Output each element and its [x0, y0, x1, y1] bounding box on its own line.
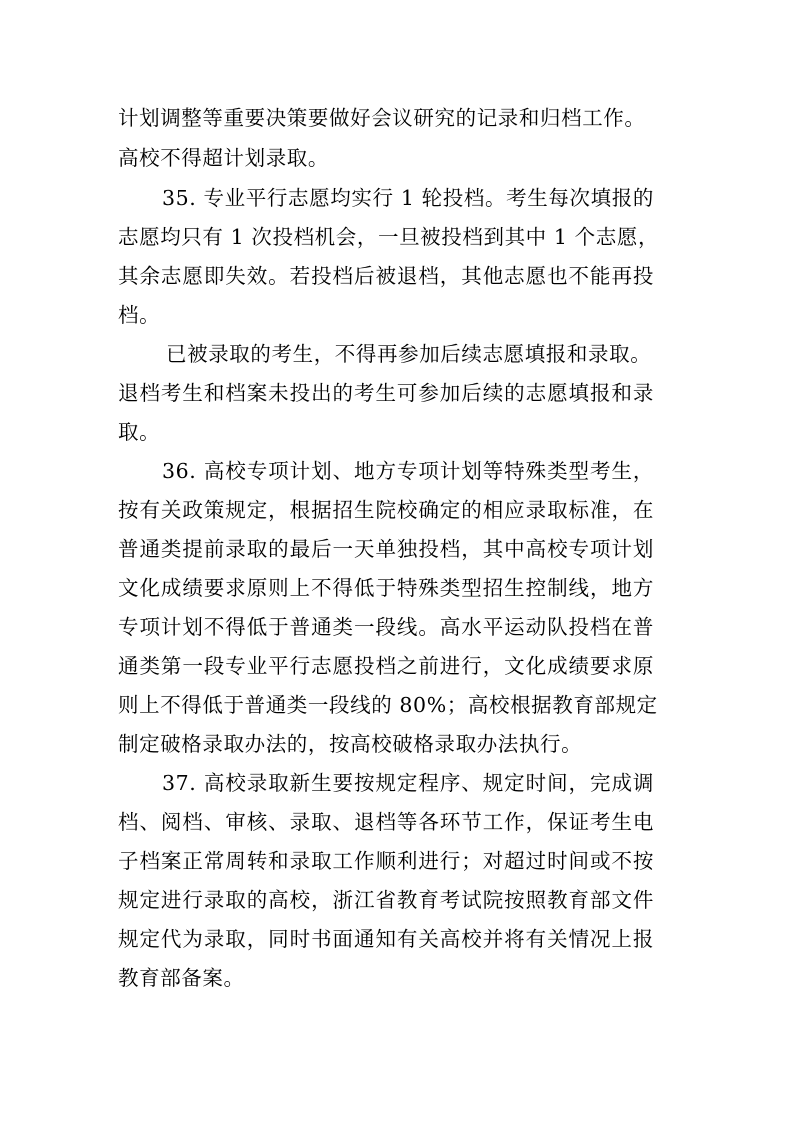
- text-line: 教育部备案。: [118, 966, 245, 990]
- text-line: 普通类提前录取的最后一天单独投档，其中高校专项计划: [118, 537, 654, 561]
- paragraph-36-first-line: 36. 高校专项计划、地方专项计划等特殊类型考生，: [162, 459, 654, 483]
- text-line: 规定代为录取，同时书面通知有关高校并将有关情况上报: [118, 927, 654, 951]
- text-line: 制定破格录取办法的，按高校破格录取办法执行。: [118, 732, 583, 756]
- text-line: 退档考生和档案未投出的考生可参加后续的志愿填报和录: [118, 381, 654, 405]
- text-line: 专项计划不得低于普通类一段线。高水平运动队投档在普: [118, 615, 654, 639]
- text-line: 其余志愿即失效。若投档后被退档，其他志愿也不能再投: [118, 264, 654, 288]
- text-line: 按有关政策规定，根据招生院校确定的相应录取标准，在: [118, 498, 654, 522]
- paragraph-first-line: 已被录取的考生，不得再参加后续志愿填报和录取。: [166, 342, 652, 366]
- text-line: 档。: [118, 303, 161, 327]
- text-line: 通类第一段专业平行志愿投档之前进行，文化成绩要求原: [118, 654, 654, 678]
- text-line: 取。: [118, 420, 161, 444]
- text-line: 子档案正常周转和录取工作顺利进行；对超过时间或不按: [118, 849, 654, 873]
- text-line: 高校不得超计划录取。: [118, 146, 329, 170]
- text-line: 规定进行录取的高校，浙江省教育考试院按照教育部文件: [118, 888, 654, 912]
- text-line: 文化成绩要求原则上不得低于特殊类型招生控制线，地方: [118, 576, 654, 600]
- paragraph-35-first-line: 35. 专业平行志愿均实行 1 轮投档。考生每次填报的: [162, 186, 654, 210]
- text-line: 志愿均只有 1 次投档机会，一旦被投档到其中 1 个志愿，: [118, 225, 660, 249]
- text-line: 则上不得低于普通类一段线的 80%；高校根据教育部规定: [118, 693, 658, 717]
- text-line: 档、阅档、审核、录取、退档等各环节工作，保证考生电: [118, 810, 654, 834]
- text-line: 计划调整等重要决策要做好会议研究的记录和归档工作。: [118, 106, 646, 130]
- paragraph-37-first-line: 37. 高校录取新生要按规定程序、规定时间，完成调: [162, 771, 654, 795]
